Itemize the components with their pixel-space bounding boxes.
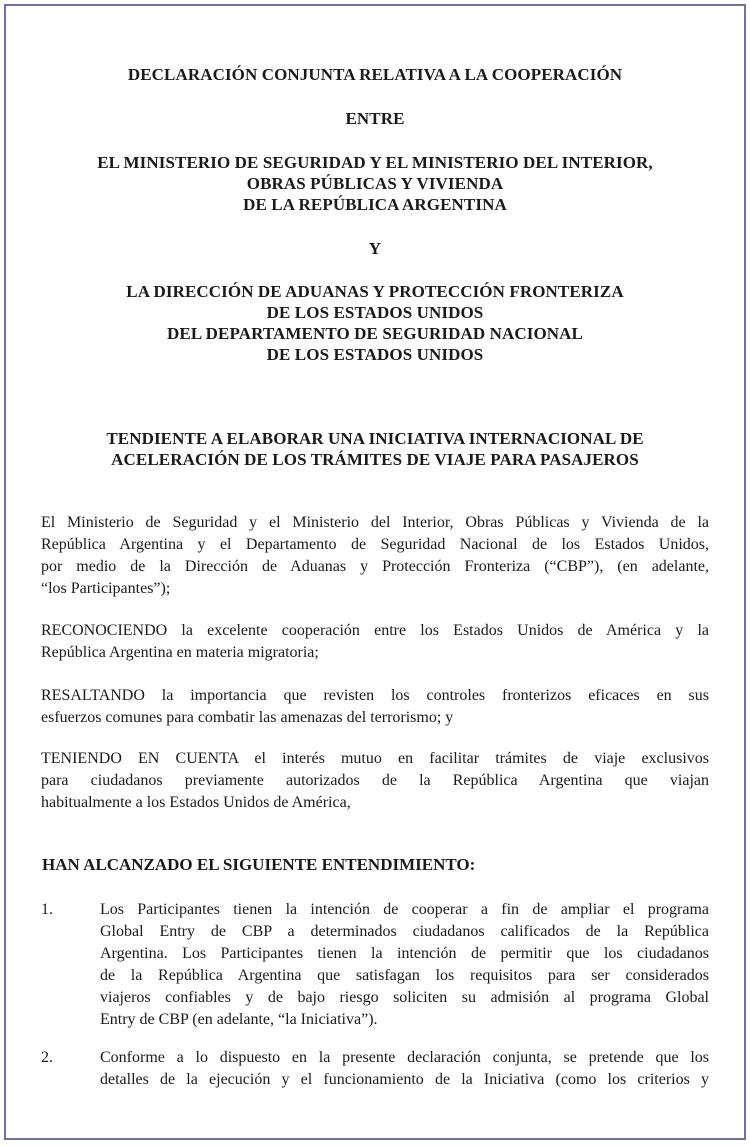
title-purpose-block bbox=[0, 428, 750, 470]
title-us-line: DEL DEPARTAMENTO DE SEGURIDAD NACIONAL bbox=[167, 324, 583, 343]
title-argentina-line: OBRAS PÚBLICAS Y VIVIENDA bbox=[246, 174, 504, 193]
resaltando-paragraph: RESALTANDO la importancia que revisten los controles fronterizos eficaces en sus esfuerzos comunes para combatir las amenazas del terrorismo; y bbox=[41, 687, 709, 726]
title-argentina-line: EL MINISTERIO DE SEGURIDAD Y EL MINISTERIO DEL INTERIOR, bbox=[97, 153, 653, 172]
title-line-1: DECLARACIÓN CONJUNTA RELATIVA A LA COOPERACIÓN bbox=[127, 65, 623, 84]
list-item-number: 2. bbox=[41, 1049, 53, 1066]
title-argentina-line: DE LA REPÚBLICA ARGENTINA bbox=[243, 195, 507, 214]
title-us-line: DE LOS ESTADOS UNIDOS bbox=[266, 303, 484, 322]
title-purpose-line: TENDIENTE A ELABORAR UNA INICIATIVA INTERNACIONAL DE bbox=[106, 429, 644, 448]
reconociendo-paragraph: RECONOCIENDO la excelente cooperación entre los Estados Unidos de América y la República Argentina en materia migratoria; bbox=[41, 622, 709, 661]
title-entre: ENTRE bbox=[345, 109, 405, 128]
title-us-line: LA DIRECCIÓN DE ADUANAS Y PROTECCIÓN FRONTERIZA bbox=[126, 282, 624, 301]
title-y: Y bbox=[368, 239, 382, 258]
title-us-block bbox=[0, 281, 750, 365]
section-heading: HAN ALCANZADO EL SIGUIENTE ENTENDIMIENTO: bbox=[42, 855, 476, 874]
title-us-line: DE LOS ESTADOS UNIDOS bbox=[266, 345, 484, 364]
list-item-text: Los Participantes tienen la intención de cooperar a fin de ampliar el programa Global Entry de CBP a determinados ciudadanos calificados de la República Argentina. Los Participantes tienen la intención de permitir que los ciudadanos de la República Argentina que satisfagan los requisitos para ser considerados viajeros confiables y de bajo riesgo soliciten su admisión al programa Global Entry de CBP (en adelante, “la Iniciativa”). bbox=[100, 901, 709, 1028]
list-item-number: 1. bbox=[41, 901, 53, 918]
title-purpose-line: ACELERACIÓN DE LOS TRÁMITES DE VIAJE PARA PASAJEROS bbox=[111, 450, 639, 469]
title-argentina-block bbox=[0, 152, 750, 215]
preamble-paragraph: El Ministerio de Seguridad y el Ministerio del Interior, Obras Públicas y Vivienda de la República Argentina y el Departamento de Seguridad Nacional de los Estados Unidos, por medio de la Dirección de Aduanas y Protección Fronteriza (“CBP”), (en adelante, “los Participantes”); bbox=[41, 514, 709, 597]
list-item-text: Conforme a lo dispuesto en la presente declaración conjunta, se pretende que los detalles de la ejecución y el funcionamiento de la Iniciativa (como los criterios y bbox=[100, 1049, 709, 1088]
teniendo-paragraph: TENIENDO EN CUENTA el interés mutuo en facilitar trámites de viaje exclusivos para ciudadanos previamente autorizados de la República Argentina que viajan habitualmente a los Estados Unidos de América, bbox=[41, 750, 709, 811]
